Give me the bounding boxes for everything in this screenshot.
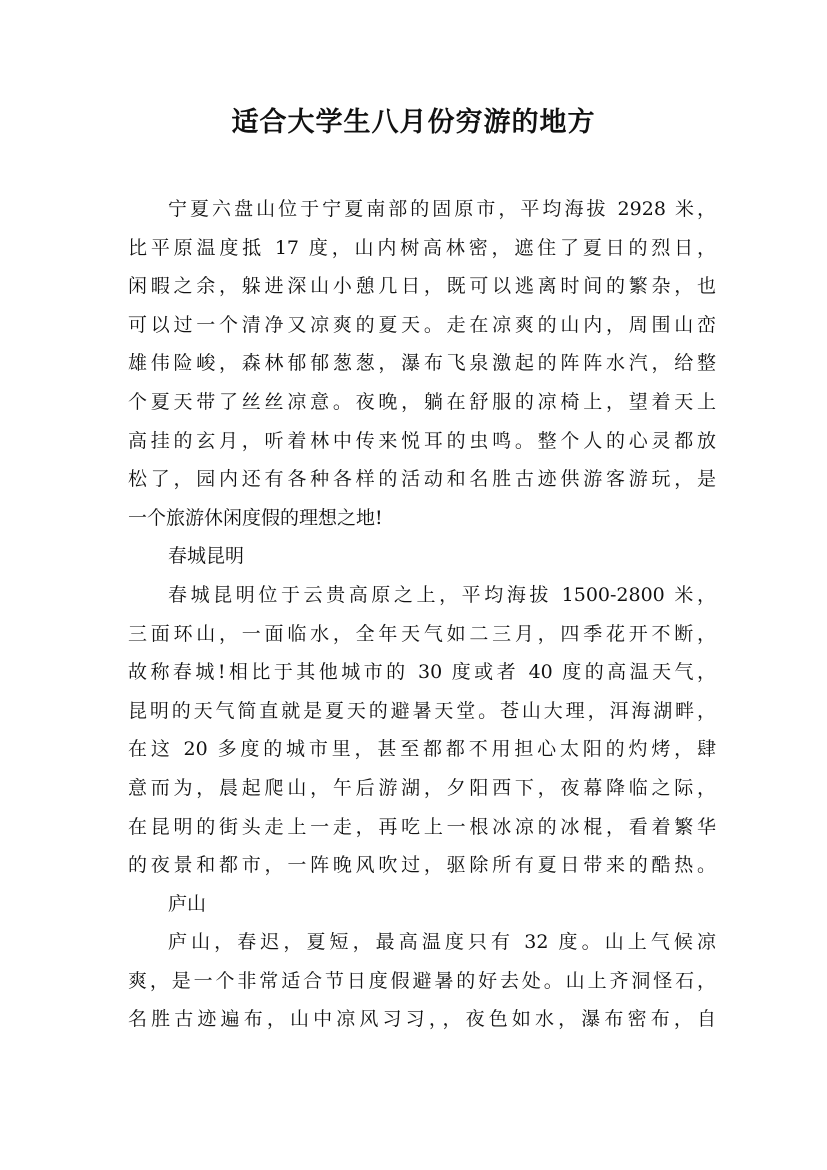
paragraph-line: 一个旅游休闲度假的理想之地! bbox=[128, 506, 383, 529]
document-title: 适合大学生八月份穷游的地方 bbox=[231, 107, 596, 138]
paragraph-line: 在昆明的街头走上一走，再吃上一根冰凉的冰棍，看着繁华 bbox=[128, 815, 716, 838]
paragraph-line: 的夜景和都市，一阵晚风吹过，驱除所有夏日带来的酷热。 bbox=[128, 854, 716, 877]
paragraph-line: 比平原温度抵 17 度，山内树高林密，遮住了夏日的烈日， bbox=[128, 236, 716, 259]
paragraph-line: 松了，园内还有各种各样的活动和名胜古迹供游客游玩，是 bbox=[128, 468, 716, 491]
paragraph-line: 故称春城!相比于其他城市的 30 度或者 40 度的高温天气， bbox=[128, 661, 716, 684]
section-heading-kunming: 春城昆明 bbox=[168, 545, 245, 568]
paragraph-line: 雄伟险峻，森林郁郁葱葱，瀑布飞泉激起的阵阵水汽，给整 bbox=[128, 352, 716, 375]
paragraph-line: 庐山，春迟，夏短，最高温度只有 32 度。山上气候凉 bbox=[168, 931, 716, 954]
paragraph-line: 爽，是一个非常适合节日度假避暑的好去处。山上齐洞怪石， bbox=[128, 969, 716, 992]
paragraph-line: 闲暇之余，躲进深山小憩几日，既可以逃离时间的繁杂，也 bbox=[128, 275, 716, 298]
document-body bbox=[128, 190, 716, 1039]
paragraph-line: 在这 20 多度的城市里，甚至都都不用担心太阳的灼烤，肆 bbox=[128, 738, 716, 761]
paragraph-line: 名胜古迹遍布，山中凉风习习，，夜色如水，瀑布密布，自 bbox=[128, 1008, 716, 1031]
paragraph-line: 可以过一个清净又凉爽的夏天。走在凉爽的山内，周围山峦 bbox=[128, 313, 716, 336]
paragraph-line: 春城昆明位于云贵高原之上，平均海拔 1500-2800 米， bbox=[168, 583, 716, 606]
paragraph-line: 昆明的天气简直就是夏天的避暑天堂。苍山大理，洱海湖畔， bbox=[128, 699, 716, 722]
section-heading-lushan: 庐山 bbox=[168, 892, 207, 915]
paragraph-line: 个夏天带了丝丝凉意。夜晚，躺在舒服的凉椅上，望着天上 bbox=[128, 390, 716, 413]
paragraph-line: 宁夏六盘山位于宁夏南部的固原市，平均海拔 2928 米， bbox=[168, 198, 716, 220]
paragraph-line: 意而为，晨起爬山，午后游湖，夕阳西下，夜幕降临之际， bbox=[128, 776, 716, 799]
paragraph-line: 三面环山，一面临水，全年天气如二三月，四季花开不断， bbox=[128, 622, 716, 645]
paragraph-line: 高挂的玄月，听着林中传来悦耳的虫鸣。整个人的心灵都放 bbox=[128, 429, 716, 452]
